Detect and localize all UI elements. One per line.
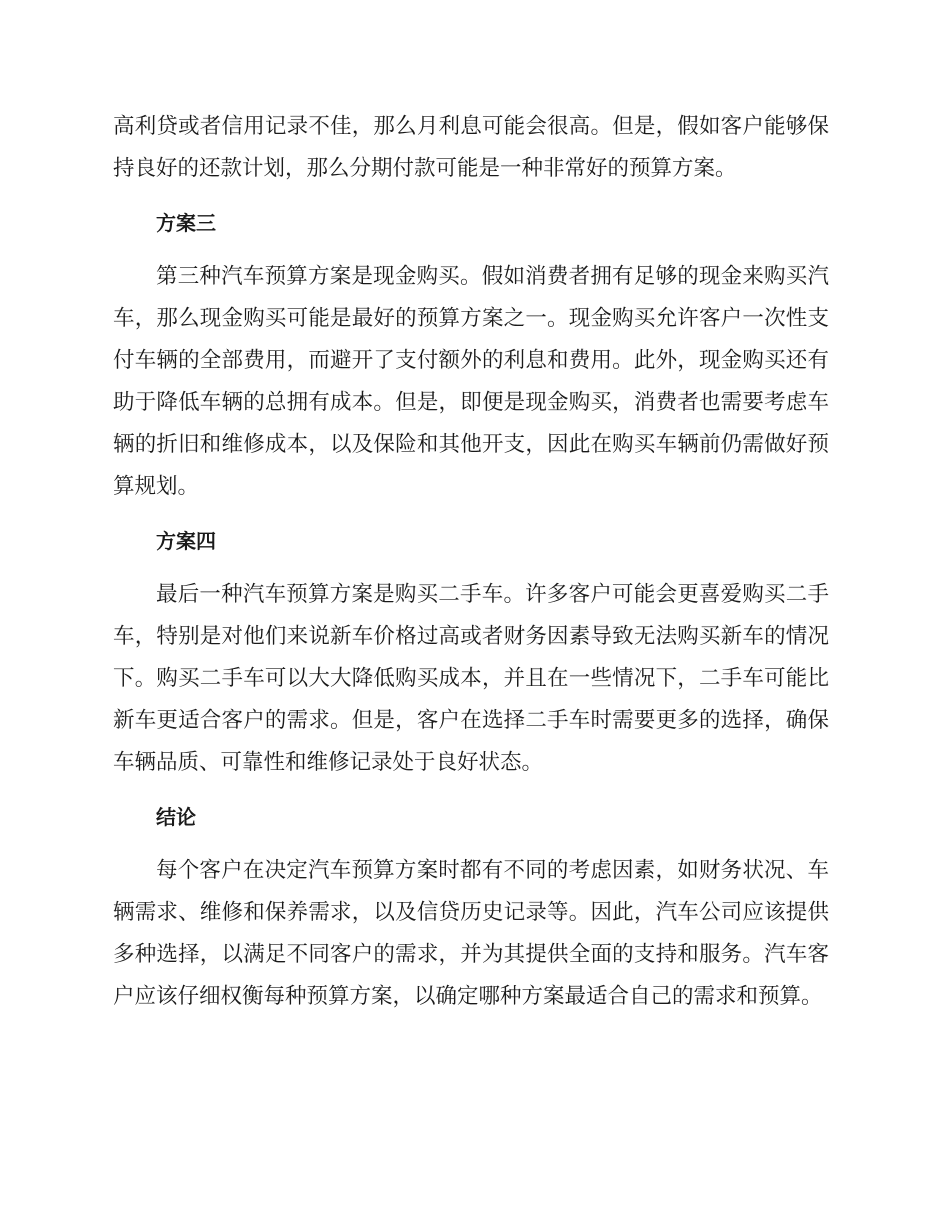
document-page [113, 106, 829, 1018]
section-body-plan-four: 最后一种汽车预算方案是购买二手车。许多客户可能会更喜爱购买二手车，特别是对他们来说新车价格过高或者财务因素导致无法购买新车的情况下。购买二手车可以大大降低购买成本，并且在一些情况下，二手车可能比新车更适合客户的需求。但是，客户在选择二手车时需要更多的选择，确保车辆品质、可靠性和维修记录处于良好状态。 [113, 582, 829, 775]
section-body-plan-three: 第三种汽车预算方案是现金购买。假如消费者拥有足够的现金来购买汽车，那么现金购买可能是最好的预算方案之一。现金购买允许客户一次性支付车辆的全部费用，而避开了支付额外的利息和费用。此外，现金购买还有助于降低车辆的总拥有成本。但是，即便是现金购买，消费者也需要考虑车辆的折旧和维修成本，以及保险和其他开支，因此在购买车辆前仍需做好预算规划。 [113, 264, 829, 499]
section-body-conclusion: 每个客户在决定汽车预算方案时都有不同的考虑因素，如财务状况、车辆需求、维修和保养需求，以及信贷历史记录等。因此，汽车公司应该提供多种选择，以满足不同客户的需求，并为其提供全面的支持和服务。汽车客户应该仔细权衡每种预算方案，以确定哪种方案最适合自己的需求和预算。 [113, 858, 829, 1009]
section-heading-plan-three: 方案三 [156, 211, 216, 235]
section-heading-conclusion: 结论 [156, 805, 196, 829]
section-heading-plan-four: 方案四 [156, 529, 216, 553]
intro-paragraph: 高利贷或者信用记录不佳，那么月利息可能会很高。但是，假如客户能够保持良好的还款计划，那么分期付款可能是一种非常好的预算方案。 [113, 114, 829, 181]
